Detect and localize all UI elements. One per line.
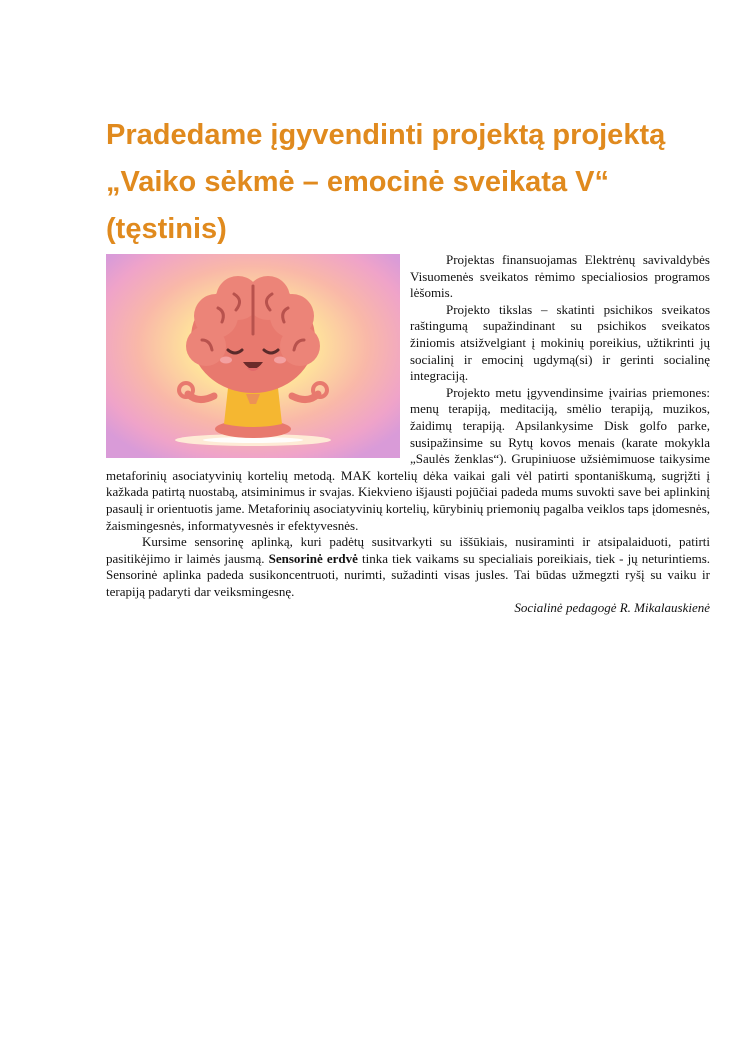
sensory-text-start: Kursime sensorinę aplinką, kuri padėtų susitvarkyti su iššūkiais, nusiraminti ir atsipalaiduoti, patirti pasitikėjimo ir laimės jausmą. [106, 534, 710, 566]
paragraph-funding: Projektas finansuojamas Elektrėnų savivaldybės Visuomenės sveikatos rėmimo specialiosios programos lėšomis. [410, 252, 710, 301]
title-line-2: „Vaiko sėkmė – emocinė sveikata V“ [106, 166, 609, 198]
sensory-space-term: Sensorinė erdvė [268, 550, 358, 566]
title-line-1: Pradedame įgyvendinti projektą projektą [106, 119, 666, 151]
meditating-brain-icon [106, 254, 400, 458]
paragraph-measures: Projekto metu įgyvendinsime įvairias priemones: menų terapiją, meditaciją, smėlio terapiją, muzikos, žaidimų terapiją. Apsilankysime Disk golfo parke, susipažinsime su Rytų kovos menais (karate mokykla „Saulės ženklas“). Grupiniuose užsiėmimuose taikysime metaforinių asociatyvinių kortelių metodą. MAK kortelių dėka vaikai gali vėl patirti spontaniškumą, sugrįžti į kažkada patirtą nuostabą, atsiminimus ir svajas. Kiekvieno išjausti pojūčiai padeda mums suvokti save bei aplinkinį pasaulį ir orientuotis jame. Metaforinių asociatyvinių kortelių, kūrybinių priemonių pagalba veiklos taps įdomesnės, žaismingesnės, informatyvesnės ir efektyvesnės. [106, 384, 711, 533]
paragraph-goal: Projekto tikslas – skatinti psichikos sveikatos raštingumą supažindinant su psichikos sveikatos žiniomis atsižvelgiant į mokinių poreikius, užtikrinti jų socialinį ir emocinį ugdymą(si) ir gerinti socialinę integraciją. [410, 301, 710, 384]
title-line-3: (tęstinis) [106, 213, 227, 245]
article-body [106, 252, 710, 617]
paragraph-sensory [106, 534, 710, 600]
author-signature: Socialinė pedagogė R. Mikalauskienė [514, 600, 710, 616]
sensory-text-end: tinka tiek vaikams su specialiais poreikiais, tiek - jų neturintiems. Sensorinė aplinka padeda susikoncentruoti, nurimti, sužadinti visas jusles. Tai būdas užmegzti ryšį su vaiku ir terapiją padaryti dar veiksmingesnę. [106, 550, 711, 599]
page-title [106, 112, 706, 253]
